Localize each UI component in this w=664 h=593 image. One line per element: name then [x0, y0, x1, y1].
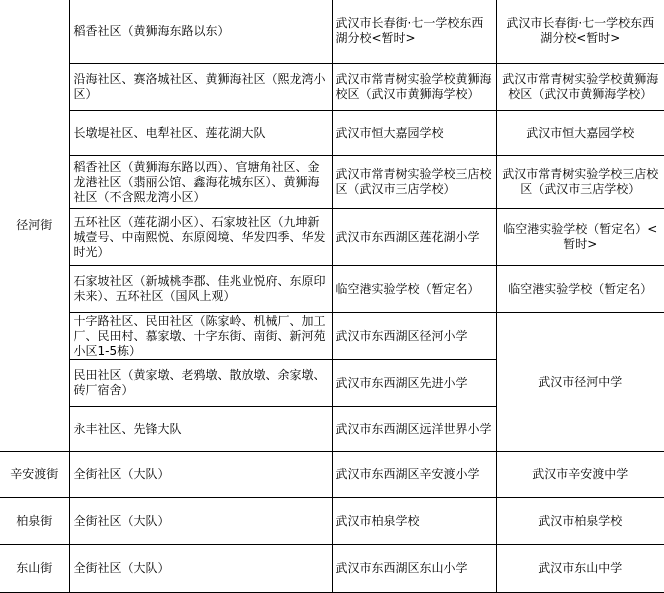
primary-school-cell: 武汉市柏泉学校 [332, 498, 496, 545]
table-row [0, 111, 664, 156]
community-cell: 五环社区（莲花湖小区）、石家坡社区（九坤新城壹号、中南熙悦、东原阅境、华发四季、华发时光） [69, 209, 332, 266]
middle-school-cell: 武汉市径河中学 [496, 313, 664, 452]
primary-school-cell: 武汉市东西湖区辛安渡小学 [332, 452, 496, 498]
primary-school-cell: 武汉市东西湖区径河小学 [332, 313, 496, 360]
primary-school-cell: 临空港实验学校（暂定名） [332, 266, 496, 313]
community-cell: 十字路社区、民田社区（陈家岭、机械厂、加工厂、民田村、慕家墩、十字东街、南街、新河苑小区1-5栋） [69, 313, 332, 360]
community-cell: 石家坡社区（新城桃李郡、佳兆业悦府、东原印未来）、五环社区（国风上观） [69, 266, 332, 313]
table-row [0, 209, 664, 266]
table-row [0, 64, 664, 111]
middle-school-cell: 临空港实验学校（暂定名）<暂时> [496, 209, 664, 266]
community-cell: 长墩堤社区、电犁社区、莲花湖大队 [69, 111, 332, 156]
middle-school-cell: 武汉市恒大嘉园学校 [496, 111, 664, 156]
table-row [0, 498, 664, 545]
community-cell: 稻香社区（黄狮海东路以西）、官塘角社区、金龙港社区（翡丽公馆、鑫海花城东区）、黄狮海社区（不含熙龙湾小区） [69, 156, 332, 209]
community-cell: 全街社区（大队） [69, 452, 332, 498]
primary-school-cell: 武汉市东西湖区莲花湖小学 [332, 209, 496, 266]
table-row [0, 452, 664, 498]
middle-school-cell: 武汉市东山中学 [496, 545, 664, 593]
primary-school-cell: 武汉市东西湖区东山小学 [332, 545, 496, 593]
table-row [0, 545, 664, 593]
middle-school-cell: 武汉市辛安渡中学 [496, 452, 664, 498]
table-row [0, 313, 664, 360]
community-cell: 全街社区（大队） [69, 545, 332, 593]
primary-school-cell: 武汉市东西湖区先进小学 [332, 360, 496, 407]
middle-school-cell: 武汉市常青树实验学校黄狮海校区（武汉市黄狮海学校） [496, 64, 664, 111]
table-row [0, 0, 664, 64]
street-cell: 柏泉街 [0, 498, 69, 545]
street-cell: 辛安渡街 [0, 452, 69, 498]
community-cell: 民田社区（黄家墩、老鸦墩、散放墩、余家墩、砖厂宿舍） [69, 360, 332, 407]
community-cell: 永丰社区、先锋大队 [69, 407, 332, 452]
street-cell: 径河街 [0, 0, 69, 452]
community-cell: 沿海社区、赛洛城社区、黄狮海社区（熙龙湾小区） [69, 64, 332, 111]
middle-school-cell: 武汉市长春街·七一学校东西湖分校<暂时> [496, 0, 664, 64]
middle-school-cell: 武汉市柏泉学校 [496, 498, 664, 545]
primary-school-cell: 武汉市长春街·七一学校东西湖分校<暂时> [332, 0, 496, 64]
middle-school-cell: 武汉市常青树实验学校三店校区（武汉市三店学校） [496, 156, 664, 209]
primary-school-cell: 武汉市恒大嘉园学校 [332, 111, 496, 156]
middle-school-cell: 临空港实验学校（暂定名） [496, 266, 664, 313]
primary-school-cell: 武汉市常青树实验学校黄狮海校区（武汉市黄狮海学校） [332, 64, 496, 111]
community-cell: 稻香社区（黄狮海东路以东） [69, 0, 332, 64]
table-row [0, 156, 664, 209]
table-row [0, 266, 664, 313]
community-cell: 全街社区（大队） [69, 498, 332, 545]
primary-school-cell: 武汉市东西湖区远洋世界小学 [332, 407, 496, 452]
primary-school-cell: 武汉市常青树实验学校三店校区（武汉市三店学校） [332, 156, 496, 209]
street-cell: 东山街 [0, 545, 69, 593]
